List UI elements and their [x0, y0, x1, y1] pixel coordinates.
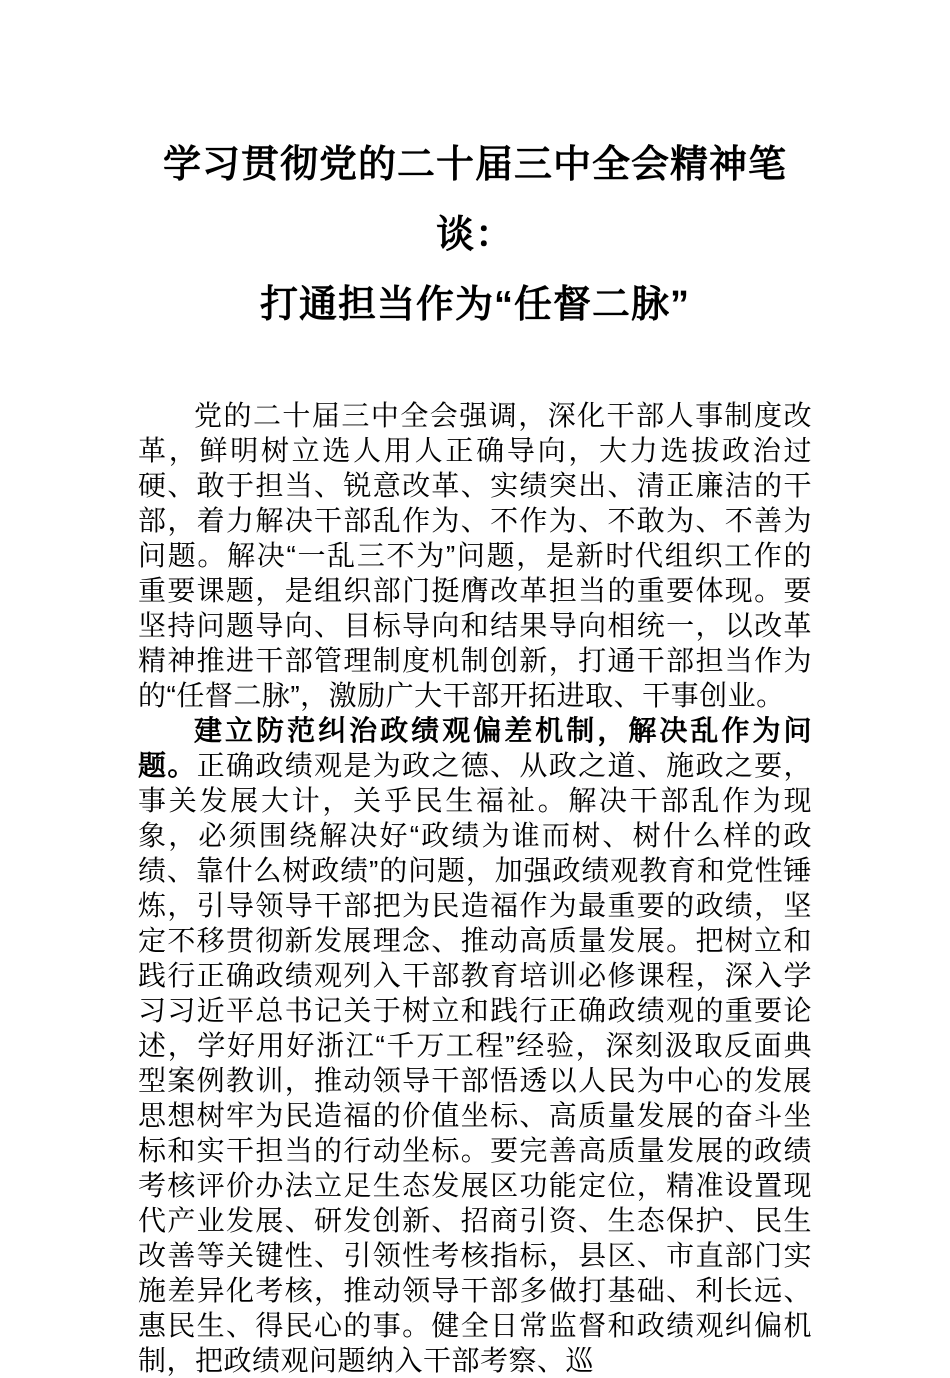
document-title-line-1: 学习贯彻党的二十届三中全会精神笔谈：	[162, 144, 787, 256]
paragraph-2-bold-lead: 建立防范纠治政绩观偏差机制，解决乱作为问题。	[138, 715, 812, 781]
body-paragraph-2	[138, 713, 812, 1378]
paragraph-1-text: 党的二十届三中全会强调，深化干部人事制度改革，鲜明树立选人用人正确导向，大力选拔政治过硬、敢于担当、锐意改革、实绩突出、清正廉洁的干部，着力解决干部乱作为、不作为、不敢为、不善为问题。解决“一乱三不为”问题，是新时代组织工作的重要课题，是组织部门挺膺改革担当的重要体现。要坚持问题导向、目标导向和结果导向相统一，以改革精神推进干部管理制度机制创新，打通干部担当作为的“任督二脉”，激励广大干部开拓进取、干事创业。	[138, 400, 812, 711]
document-title-line-2: 打通担当作为“任督二脉”	[259, 284, 690, 326]
document-title	[138, 130, 812, 340]
body-paragraph-1	[138, 398, 812, 713]
paragraph-2-text: 正确政绩观是为政之德、从政之道、施政之要，事关发展大计，关乎民生福祉。解决干部乱作为现象，必须围绕解决好“政绩为谁而树、树什么样的政绩、靠什么树政绩”的问题，加强政绩观教育和党性锤炼，引导领导干部把为民造福作为最重要的政绩，坚定不移贯彻新发展理念、推动高质量发展。把树立和践行正确政绩观列入干部教育培训必修课程，深入学习习近平总书记关于树立和践行正确政绩观的重要论述，学好用好浙江“千万工程”经验，深刻汲取反面典型案例教训，推动领导干部悟透以人民为中心的发展思想树牢为民造福的价值坐标、高质量发展的奋斗坐标和实干担当的行动坐标。要完善高质量发展的政绩考核评价办法立足生态发展区功能定位，精准设置现代产业发展、研发创新、招商引资、生态保护、民生改善等关键性、引领性考核指标，县区、市直部门实施差异化考核，推动领导干部多做打基础、利长远、惠民生、得民心的事。健全日常监督和政绩观纠偏机制，把政绩观问题纳入干部考察、巡	[138, 750, 812, 1376]
